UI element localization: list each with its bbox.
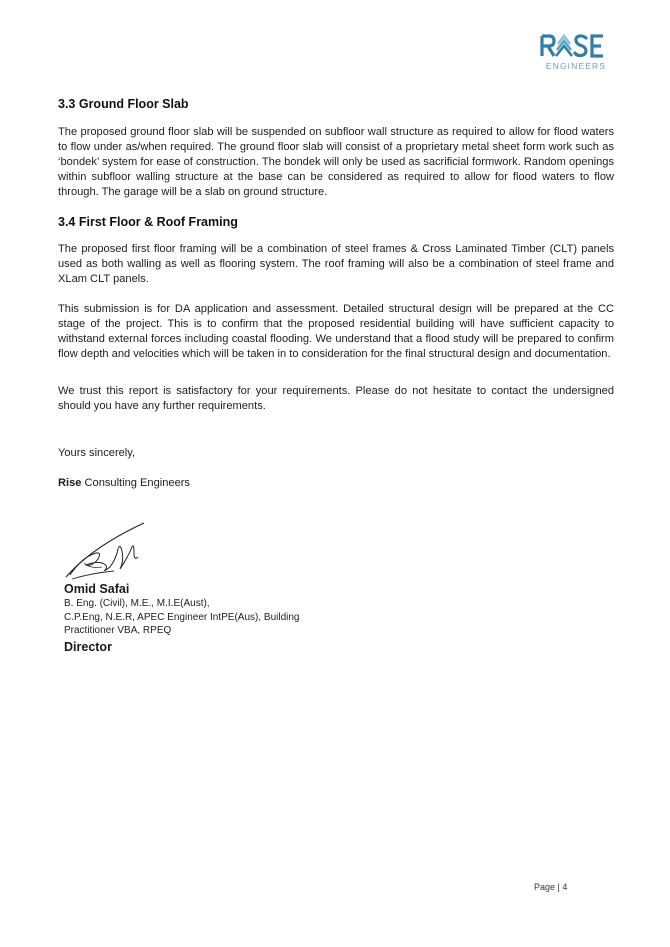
section-heading-first-floor-roof-framing: 3.4 First Floor & Roof Framing [58, 215, 238, 229]
signatory-qualifications-line1: B. Eng. (Civil), M.E., M.I.E(Aust), [64, 598, 210, 609]
signatory-qualifications-line3: Practitioner VBA, RPEQ [64, 625, 172, 636]
company-name [58, 476, 614, 491]
logo-mark [542, 36, 603, 56]
section-paragraph: The proposed first floor framing will be a combination of steel frames & Cross Laminated Timber (CLT) panels used as both walling as well as flooring system. The roof framing will also be a combination of steel frame and XLam CLT panels. [58, 243, 614, 285]
signatory-title: Director [64, 639, 112, 654]
section-heading-ground-floor-slab: 3.3 Ground Floor Slab [58, 97, 189, 111]
section-paragraph: This submission is for DA application and assessment. Detailed structural design will be prepared at the CC stage of the project. This is to confirm that the proposed residential building will have sufficient capacity to withstand external forces including coastal flooding. We understand that a flood study will be prepared to confirm flow depth and velocities which will be taken in to consideration for the final structural design and documentation. [58, 303, 614, 360]
logo-subtitle: ENGINEERS [545, 61, 607, 71]
company-name-rest: Consulting Engineers [81, 477, 190, 489]
handwritten-signature [62, 517, 154, 583]
signatory-name: Omid Safai [64, 582, 130, 596]
page-number: Page | 4 [534, 882, 568, 892]
company-logo [536, 30, 616, 74]
signatory-block [64, 581, 364, 655]
report-body [58, 96, 614, 491]
salutation: Yours sincerely, [58, 447, 136, 459]
company-name-bold: Rise [58, 477, 82, 489]
section-paragraph: The proposed ground floor slab will be suspended on subfloor wall structure as required to allow for flood waters to flow under as/when required. The ground floor slab will consist of a proprietary metal sheet form work such as ‘bondek’ system for ease of construction. The bondek will only be used as sacrificial formwork. Random openings within subfloor walling structure at the base can be considered as required to allow for flood waters to flow through. The garage will be a slab on ground structure. [58, 126, 614, 198]
signatory-qualifications-line2: C.P.Eng, N.E.R, APEC Engineer IntPE(Aus), Building [64, 611, 300, 623]
closing-paragraph: We trust this report is satisfactory for your requirements. Please do not hesitate to contact the undersigned should you have any further requirements. [58, 385, 614, 412]
